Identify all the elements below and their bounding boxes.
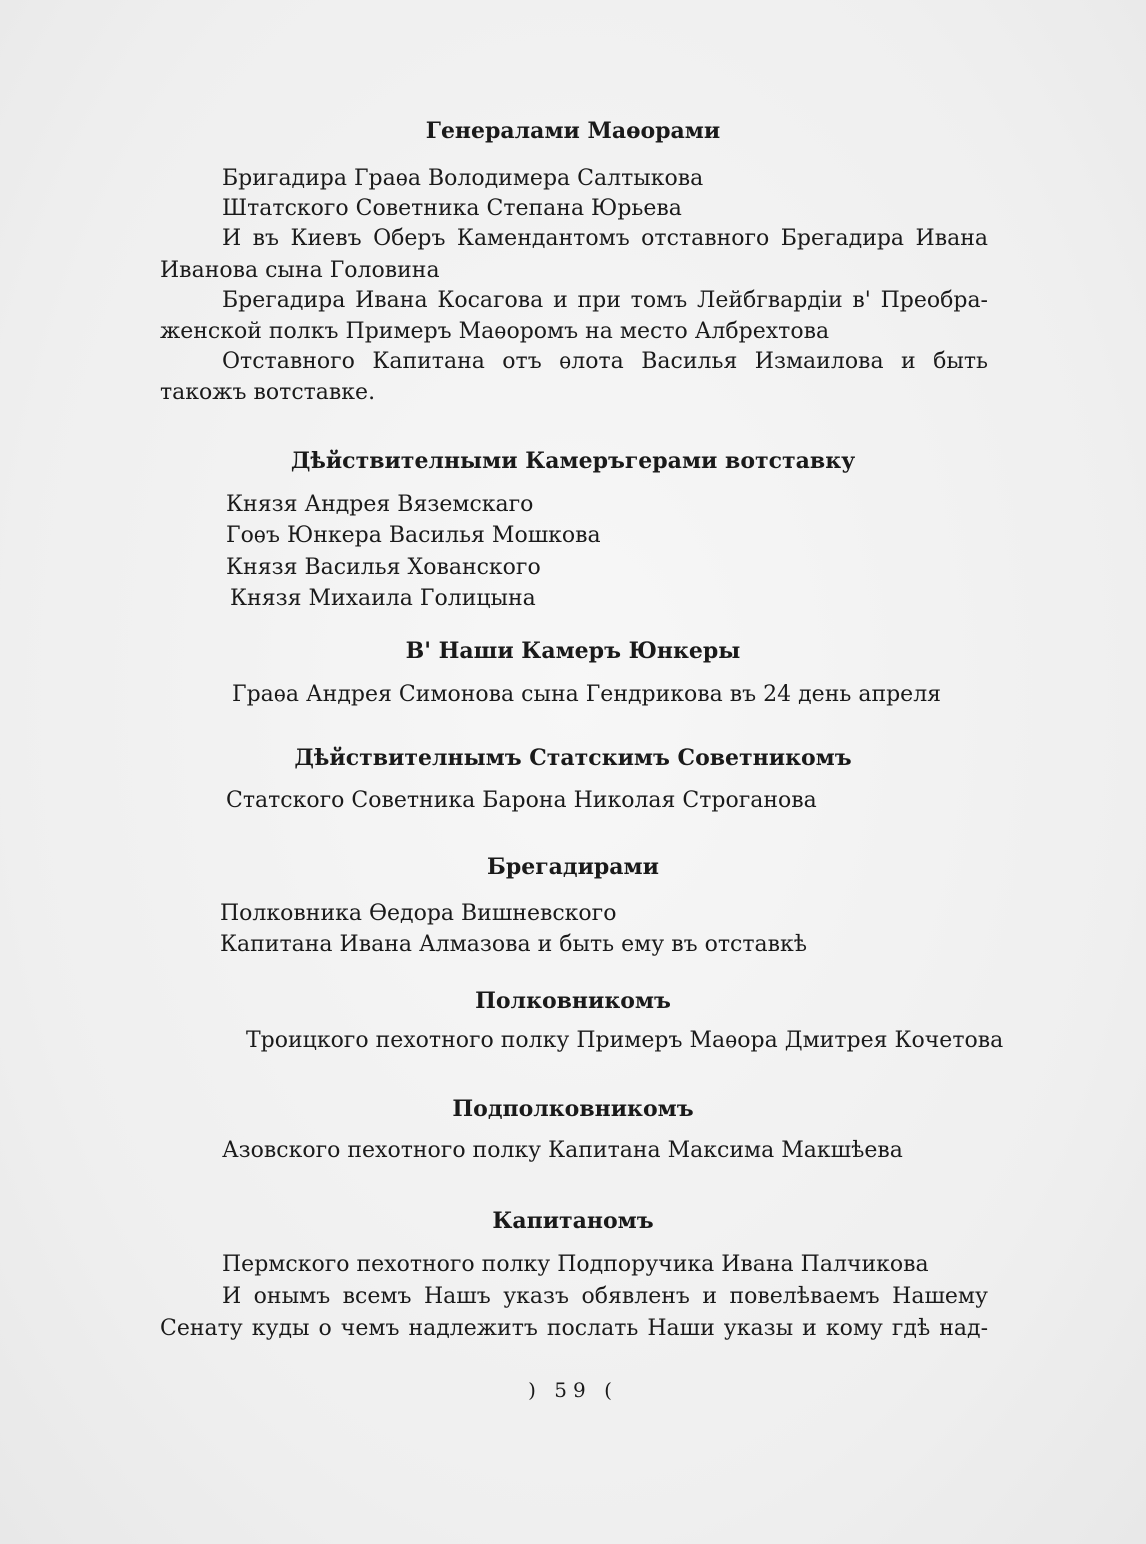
section-heading: Дѣйствителными Камеръгерами вотставку	[290, 448, 856, 474]
text-line: Князя Андрея Вяземскаго	[226, 492, 534, 517]
text-line: Сенату куды о чемъ надлежитъ послать Наши указы и кому гдѣ над-	[160, 1316, 988, 1341]
text-line: такожъ вотставке.	[160, 380, 376, 405]
text-line: Бригадира Граѳа Володимера Салтыкова	[222, 166, 704, 191]
section-heading: Генералами Маѳорами	[425, 118, 721, 144]
section-heading: Дѣйствителнымъ Статскимъ Советникомъ	[294, 745, 852, 771]
section-heading: Капитаномъ	[492, 1208, 654, 1234]
text-line: И онымъ всемъ Нашъ указъ обявленъ и повелѣваемъ Нашему	[222, 1284, 988, 1309]
section-heading: Полковникомъ	[475, 988, 671, 1014]
text-line: Троицкого пехотного полку Примеръ Маѳора Дмитрея Кочетова	[246, 1028, 1004, 1053]
section-heading: Брегадирами	[487, 854, 659, 880]
text-line: Пермского пехотного полку Подпоручика Ивана Палчикова	[222, 1252, 929, 1277]
text-line: Князя Василья Хованского	[226, 555, 541, 580]
text-line: Капитана Ивана Алмазова и быть ему въ отставкѣ	[220, 932, 808, 957]
text-line: Статского Советника Барона Николая Строганова	[226, 788, 817, 813]
text-line: Штатского Советника Степана Юрьева	[222, 196, 682, 221]
text-line: женской полкъ Примеръ Маѳоромъ на место Албрехтова	[160, 319, 830, 344]
text-line: Отставного Капитана отъ ѳлота Василья Измаилова и быть	[222, 349, 988, 374]
text-line: Азовского пехотного полку Капитана Максима Макшѣева	[222, 1138, 903, 1163]
text-line: Иванова сына Головина	[160, 258, 440, 283]
text-line: Граѳа Андрея Симонова сына Гендрикова въ 24 день апреля	[232, 682, 942, 707]
text-line: Гоѳъ Юнкера Василья Мошкова	[226, 523, 601, 548]
section-heading: В' Наши Камеръ Юнкеры	[405, 638, 741, 664]
section-heading: Подполковникомъ	[452, 1096, 694, 1122]
page-number: ) 59 (	[528, 1378, 618, 1402]
text-line: Полковника Ѳедора Вишневского	[220, 901, 617, 926]
text-line: Князя Михаила Голицына	[230, 586, 536, 611]
text-line: Брегадира Ивана Косагова и при томъ Лейбгвардіи в' Преобра-	[222, 288, 988, 313]
text-line: И въ Киевъ Оберъ Камендантомъ отставного Брегадира Ивана	[222, 226, 988, 251]
